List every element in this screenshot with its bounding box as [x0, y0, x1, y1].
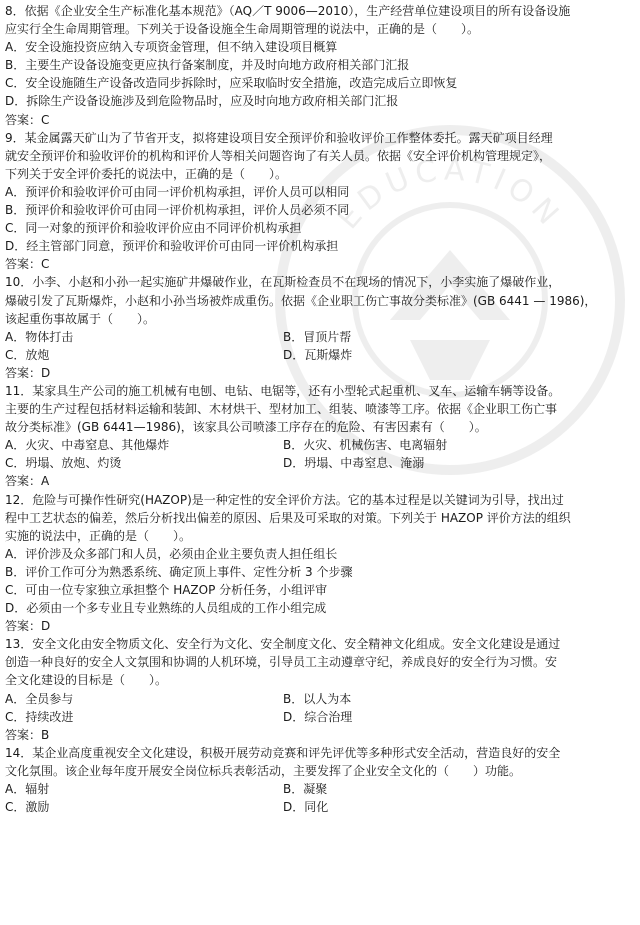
- question-list: [5, 2, 637, 816]
- question-stem-line: 应实行全生命周期管理。下列关于设备设施全生命周期管理的说法中，正确的是（ ）。: [5, 22, 480, 37]
- option-b: B．以人为本: [283, 691, 352, 706]
- option-d: D．综合治理: [283, 709, 353, 724]
- question-9: [5, 129, 637, 274]
- option-a: A．预评价和验收评价可由同一评价机构承担，评价人员可以相同: [5, 184, 350, 199]
- question-12: [5, 491, 637, 636]
- option-row: [5, 798, 637, 816]
- option-a: A．辐射: [5, 782, 50, 797]
- option-row: [5, 690, 637, 708]
- question-stem-line: 程中工艺状态的偏差，然后分析找出偏差的原因、后果及可采取的对策。下列关于 HAZOP 评价方法的组织: [5, 510, 571, 525]
- option-b: B．冒顶片帮: [283, 329, 352, 344]
- question-stem-line: 故分类标准》(GB 6441—1986)，该家具公司喷漆工序存在的危险、有害因素有（ ）。: [5, 420, 487, 435]
- question-13: [5, 635, 637, 744]
- question-stem-line: 8．依据《企业安全生产标准化基本规范》（AQ／T 9006—2010），生产经营单位建设项目的所有设备设施: [5, 4, 571, 18]
- option-a: A．火灾、中毒窒息、其他爆炸: [5, 438, 170, 453]
- option-c: C．激励: [5, 800, 50, 815]
- option-d: D．同化: [283, 800, 329, 815]
- answer-label: 答案：C: [5, 112, 50, 127]
- question-stem-line: 就安全预评价和验收评价的机构和评价人等相关问题咨询了有关人员。依据《安全评价机构管理规定》，: [5, 148, 552, 163]
- option-b: B．凝聚: [283, 782, 328, 797]
- question-stem-line: 14．某企业高度重视安全文化建设，积极开展劳动竞赛和评先评优等多种形式安全活动，营造良好的安全: [5, 745, 561, 760]
- answer-label: 答案：D: [5, 365, 51, 380]
- question-stem-line: 主要的生产过程包括材料运输和装卸、木材烘干、型材加工、组装、喷漆等工序。依据《企业职工伤亡事: [5, 402, 558, 417]
- answer-label: 答案：D: [5, 619, 51, 634]
- option-a: A．全员参与: [5, 691, 74, 706]
- question-11: [5, 382, 637, 491]
- option-row: [5, 346, 637, 364]
- option-d: D．拆除生产设备设施涉及到危险物品时，应及时向地方政府相关部门汇报: [5, 94, 399, 109]
- option-row: [5, 780, 637, 798]
- question-stem-line: 实施的说法中，正确的是（ ）。: [5, 528, 192, 543]
- question-stem-line: 文化氛围。该企业每年度开展安全岗位标兵表彰活动，主要发挥了企业安全文化的（ ）功能。: [5, 763, 522, 778]
- question-stem-line: 下列关于安全评价委托的说法中，正确的是（ ）。: [5, 166, 288, 181]
- option-d: D．经主管部门同意，预评价和验收评价可由同一评价机构承担: [5, 239, 339, 254]
- answer-label: 答案：A: [5, 474, 50, 489]
- option-row: [5, 328, 637, 346]
- question-stem-line: 全文化建设的目标是（ ）。: [5, 673, 168, 688]
- option-b: B．评价工作可分为熟悉系统、确定顶上事件、定性分析 3 个步骤: [5, 564, 353, 579]
- question-stem-line: 10．小李、小赵和小孙一起实施矿井爆破作业，在瓦斯检查员不在现场的情况下，小李实施了爆破作业，: [5, 275, 561, 290]
- option-c: C．坍塌、放炮、灼烫: [5, 456, 122, 471]
- question-10: [5, 273, 637, 382]
- option-row: [5, 436, 637, 454]
- question-stem-line: 爆破引发了瓦斯爆炸，小赵和小孙当场被炸成重伤。依据《企业职工伤亡事故分类标准》(GB 6441 — 1986)，: [5, 293, 597, 308]
- option-c: C．可由一位专家独立承担整个 HAZOP 分析任务，小组评审: [5, 583, 328, 597]
- option-d: D．必须由一个多专业且专业熟练的人员组成的工作小组完成: [5, 601, 327, 616]
- option-c: C．放炮: [5, 347, 50, 362]
- option-b: B．预评价和验收评价可由同一评价机构承担，评价人员必须不同: [5, 203, 350, 218]
- svg-text:EDUCATION: EDUCATION: [330, 152, 570, 237]
- option-row: [5, 708, 637, 726]
- question-stem-line: 该起重伤事故属于（ ）。: [5, 311, 156, 326]
- option-a: A．物体打击: [5, 329, 74, 344]
- option-b: B．火灾、机械伤害、电离辐射: [283, 438, 448, 453]
- option-a: A．评价涉及众多部门和人员，必须由企业主要负责人担任组长: [5, 546, 338, 561]
- answer-label: 答案：B: [5, 727, 50, 742]
- question-stem-line: 12．危险与可操作性研究(HAZOP)是一种定性的安全评价方法。它的基本过程是以关键词为引导，找出过: [5, 492, 564, 507]
- option-c: C．同一对象的预评价和验收评价应由不同评价机构承担: [5, 221, 302, 236]
- question-stem-line: 13．安全文化由安全物质文化、安全行为文化、安全制度文化、安全精神文化组成。安全文化建设是通过: [5, 637, 561, 652]
- question-stem-line: 11．某家具生产公司的施工机械有电刨、电钻、电锯等，还有小型轮式起重机、叉车、运输车辆等设备。: [5, 383, 561, 398]
- answer-label: 答案：C: [5, 257, 50, 272]
- option-d: D．坍塌、中毒窒息、淹溺: [283, 456, 425, 471]
- option-a: A．安全设施投资应纳入专项资金管理，但不纳入建设项目概算: [5, 40, 338, 55]
- option-c: C．持续改进: [5, 709, 74, 724]
- option-d: D．瓦斯爆炸: [283, 347, 353, 362]
- option-row: [5, 454, 637, 472]
- question-8: [5, 2, 637, 129]
- question-14: [5, 744, 637, 816]
- option-b: B．主要生产设备设施变更应执行备案制度，并及时向地方政府相关部门汇报: [5, 58, 410, 73]
- question-stem-line: 9．某金属露天矿山为了节省开支，拟将建设项目安全预评价和验收评价工作整体委托。露天矿项目经理: [5, 130, 553, 145]
- question-stem-line: 创造一种良好的安全人文氛围和协调的人机环境，引导员工主动遵章守纪，养成良好的安全行为习惯。安: [5, 655, 558, 670]
- option-c: C．安全设施随生产设备改造同步拆除时，应采取临时安全措施，改造完成后立即恢复: [5, 76, 458, 91]
